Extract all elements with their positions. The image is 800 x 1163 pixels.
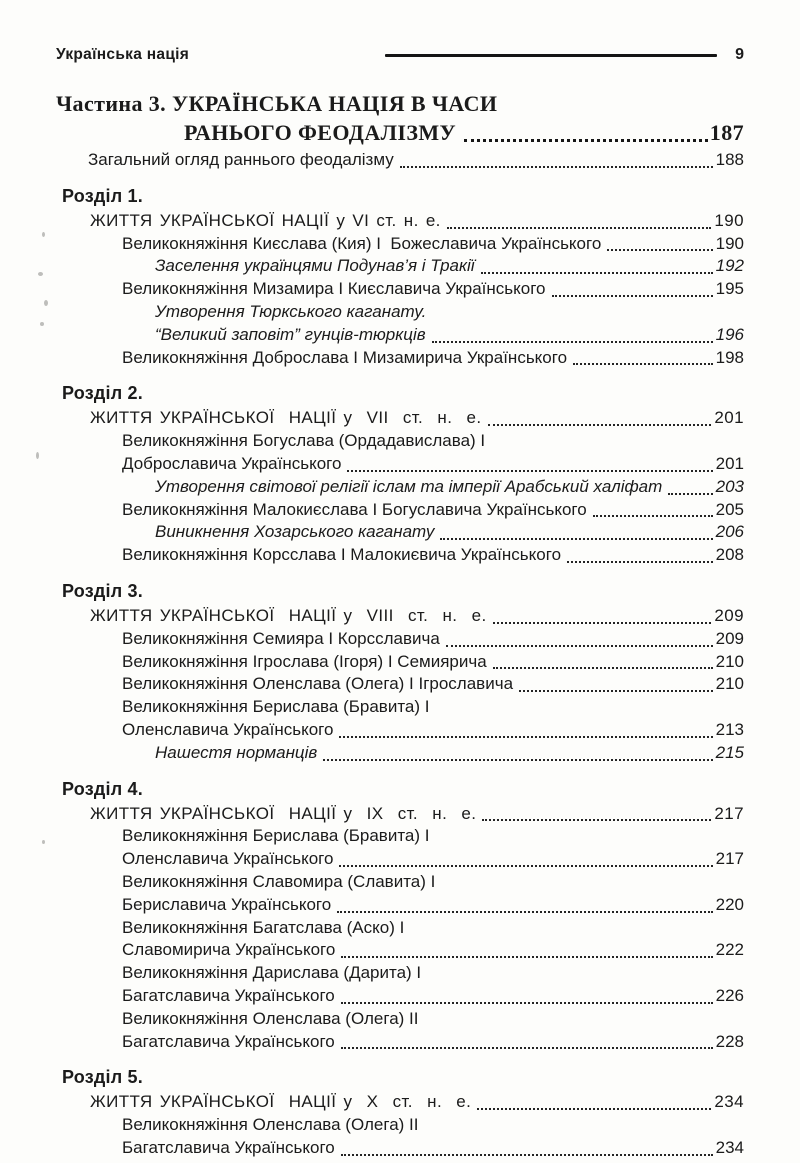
toc-entry-page: 220 <box>715 894 744 914</box>
dot-leader <box>519 690 713 692</box>
toc-entry-page: 209 <box>715 628 744 648</box>
section-label: Розділ 5. <box>62 1067 143 1088</box>
section-label: Розділ 3. <box>62 580 143 601</box>
toc-entry-text: Великокняжіння Берислава (Бравита) І <box>122 697 430 717</box>
toc-entry-page: 192 <box>715 256 744 276</box>
toc-entry-page: 198 <box>715 347 744 367</box>
toc-entry-page: 195 <box>715 279 744 299</box>
toc-entry-text: Багатславича Українського <box>122 1031 335 1051</box>
toc-section <box>56 1066 744 1159</box>
page-header <box>56 44 744 66</box>
dot-leader <box>341 956 712 958</box>
toc-entry <box>155 324 744 347</box>
toc-entry <box>155 476 744 499</box>
scan-speck <box>38 272 43 276</box>
toc-entry-text: Великокняжіння Славомира (Славита) І <box>122 871 436 891</box>
toc-entry <box>122 696 744 719</box>
toc-entry-text: Бериславича Українського <box>122 894 332 914</box>
dot-leader <box>447 227 712 229</box>
toc-entry <box>122 628 744 651</box>
scan-speck <box>36 452 39 459</box>
dot-leader <box>337 911 712 913</box>
toc-entry-page: 210 <box>715 674 744 694</box>
toc-entry-text: Великокняжіння Корсслава І Малокиєвича Українського <box>122 545 562 565</box>
toc-entry-page: 213 <box>715 719 744 739</box>
dot-leader <box>593 515 713 517</box>
toc-entry-text: Загальний огляд раннього феодалізму <box>88 150 394 169</box>
toc-entry-text: ЖИТТЯ УКРАЇНСЬКОЇ НАЦІЇ у X ст. н. е. <box>90 1092 472 1112</box>
part-title-line2-row <box>184 118 744 147</box>
toc-entry-text: Великокняжіння Малокиєслава І Богуславича Українського <box>122 499 587 519</box>
toc-entry <box>122 1114 744 1137</box>
toc-entry <box>155 301 744 324</box>
header-rule <box>385 54 717 57</box>
toc-entry-text: Утворення світової релігії іслам та імперії Арабський халіфат <box>155 476 663 496</box>
toc-entry <box>122 894 744 917</box>
toc-entry <box>122 544 744 567</box>
toc-entry-page: 203 <box>715 476 744 496</box>
toc-entry-page: 210 <box>715 651 744 671</box>
scan-speck <box>40 322 44 326</box>
toc-entry-text: Славомирича Українського <box>122 940 336 960</box>
scan-speck <box>42 840 45 844</box>
toc-section <box>56 382 744 567</box>
dot-leader <box>432 341 713 343</box>
dot-leader <box>341 1002 713 1004</box>
toc-entry-text: Нашестя норманців <box>155 742 318 762</box>
toc-entry-page: 205 <box>715 499 744 519</box>
toc-entry-page: 201 <box>715 453 744 473</box>
dot-leader <box>440 538 712 540</box>
toc-entry <box>122 917 744 940</box>
toc-entry <box>122 453 744 476</box>
toc-entry <box>90 407 744 430</box>
toc-entry-text: Великокняжіння Богуслава (Ордадавислава) І <box>122 431 486 451</box>
toc-entry <box>155 742 744 765</box>
toc-entry-page: 215 <box>715 742 744 762</box>
toc-entry-page: 217 <box>715 849 744 869</box>
toc-entry <box>122 347 744 370</box>
toc-entry <box>122 673 744 696</box>
scan-speck <box>44 300 48 306</box>
part-title-page: 187 <box>709 120 744 145</box>
toc-entry-text: Великокняжіння Доброслава І Мизамирича Українського <box>122 347 568 367</box>
toc-entry <box>122 1031 744 1054</box>
scan-speck <box>42 232 45 237</box>
toc-entry-page: 201 <box>714 408 744 428</box>
dot-leader <box>347 470 712 472</box>
dot-leader <box>488 424 712 426</box>
toc-entry <box>88 149 744 172</box>
toc-entry-page: 209 <box>714 605 744 625</box>
toc-entry-text: Великокняжіння Дарислава (Дарита) І <box>122 963 422 983</box>
toc-entry-text: Великокняжіння Ігрослава (Ігоря) І Семиярича <box>122 651 487 671</box>
toc-section <box>56 580 744 765</box>
toc-entry <box>122 848 744 871</box>
toc-entry <box>90 803 744 826</box>
dot-leader <box>481 272 713 274</box>
running-title: Українська нація <box>56 46 190 63</box>
dot-leader <box>668 493 712 495</box>
part-title-line2: РАНЬОГО ФЕОДАЛІЗМУ <box>184 120 457 145</box>
toc-entry-text: Доброславича Українського <box>122 453 342 473</box>
dot-leader <box>339 736 712 738</box>
toc-entry-text: Багатславича Українського <box>122 985 335 1005</box>
toc-entry-page: 188 <box>715 150 744 169</box>
toc-entry <box>122 1008 744 1031</box>
section-label: Розділ 4. <box>62 778 143 799</box>
toc-entry <box>90 210 744 233</box>
dot-leader <box>323 759 712 761</box>
toc-entry-text: “Великий заповіт” гунців-тюркців <box>155 324 426 344</box>
toc-entry-text: Великокняжіння Берислава (Бравита) І <box>122 826 430 846</box>
toc-entry-page: 222 <box>715 940 744 960</box>
toc-entry-text: Великокняжіння Оленслава (Олега) ІІ <box>122 1008 419 1028</box>
toc-entry-page: 206 <box>715 522 744 542</box>
toc-entry <box>122 278 744 301</box>
toc-entry-text: ЖИТТЯ УКРАЇНСЬКОЇ НАЦІЇ у VIII ст. н. е. <box>90 605 487 625</box>
toc-entry <box>122 719 744 742</box>
dot-leader <box>567 561 713 563</box>
toc-entry-text: Великокняжіння Оленслава (Олега) І Ігрославича <box>122 674 514 694</box>
toc-entry-text: Великокняжіння Мизамира І Києславича Українського <box>122 279 546 299</box>
toc-entry-text: ЖИТТЯ УКРАЇНСЬКОЇ НАЦІЇ у VII ст. н. е. <box>90 408 482 428</box>
header-page-number: 9 <box>735 46 744 63</box>
toc-entry <box>155 521 744 544</box>
part-title-line1: Частина 3. УКРАЇНСЬКА НАЦІЯ В ЧАСИ <box>56 91 498 116</box>
dot-leader <box>552 295 713 297</box>
toc-entry-text: Великокняжіння Оленслава (Олега) ІІ <box>122 1115 419 1135</box>
toc-entry <box>155 255 744 278</box>
toc-entry-text: Виникнення Хозарського каганату <box>155 522 435 542</box>
toc-section <box>56 185 744 370</box>
toc-entry <box>122 430 744 453</box>
toc-entry <box>122 499 744 522</box>
toc-entry <box>122 962 744 985</box>
dot-leader <box>493 622 712 624</box>
toc-entry-page: 190 <box>715 233 744 253</box>
toc-entry-page: 234 <box>714 1092 744 1112</box>
toc-entry-text: Багатславича Українського <box>122 1137 335 1157</box>
dot-leader <box>339 865 712 867</box>
toc-entry-text: Великокняжіння Багатслава (Аско) І <box>122 917 405 937</box>
dot-leader <box>573 363 713 365</box>
dot-leader <box>477 1108 711 1110</box>
toc-entry-text: Заселення українцями Подунав’я і Тракії <box>155 256 475 276</box>
dot-leader <box>464 139 708 142</box>
table-of-contents <box>56 149 744 1160</box>
toc-entry <box>122 1137 744 1160</box>
toc-entry-text: ЖИТТЯ УКРАЇНСЬКОЇ НАЦІЇ у IX ст. н. е. <box>90 803 477 823</box>
toc-entry-text: Великокняжіння Києслава (Кия) І Божеславича Українського <box>122 233 602 253</box>
dot-leader <box>482 819 711 821</box>
toc-entry-page: 228 <box>715 1031 744 1051</box>
toc-entry <box>90 605 744 628</box>
toc-entry <box>122 871 744 894</box>
toc-entry <box>122 651 744 674</box>
toc-entry-page: 217 <box>714 803 744 823</box>
part-title <box>56 89 744 147</box>
dot-leader <box>341 1154 713 1156</box>
dot-leader <box>341 1047 713 1049</box>
toc-entry-page: 190 <box>714 210 744 230</box>
toc-entry <box>90 1091 744 1114</box>
toc-entry-text: ЖИТТЯ УКРАЇНСЬКОЇ НАЦІЇ у VI ст. н. е. <box>90 210 441 230</box>
toc-entry <box>122 939 744 962</box>
dot-leader <box>493 667 713 669</box>
toc-entry-text: Великокняжіння Семияра І Корсславича <box>122 628 440 648</box>
toc-section <box>56 778 744 1054</box>
section-label: Розділ 1. <box>62 185 143 206</box>
toc-entry-text: Оленславича Українського <box>122 719 334 739</box>
toc-entry <box>122 985 744 1008</box>
section-label: Розділ 2. <box>62 383 143 404</box>
toc-entry-page: 196 <box>715 324 744 344</box>
toc-entry <box>122 825 744 848</box>
toc-entry-text: Утворення Тюркського каганату. <box>155 301 427 321</box>
dot-leader <box>607 249 712 251</box>
toc-entry-page: 208 <box>715 545 744 565</box>
dot-leader <box>400 166 713 168</box>
toc-entry-page: 234 <box>715 1137 744 1157</box>
toc-entry-text: Оленславича Українського <box>122 849 334 869</box>
dot-leader <box>446 645 713 647</box>
toc-entry-page: 226 <box>715 985 744 1005</box>
toc-entry <box>122 233 744 256</box>
